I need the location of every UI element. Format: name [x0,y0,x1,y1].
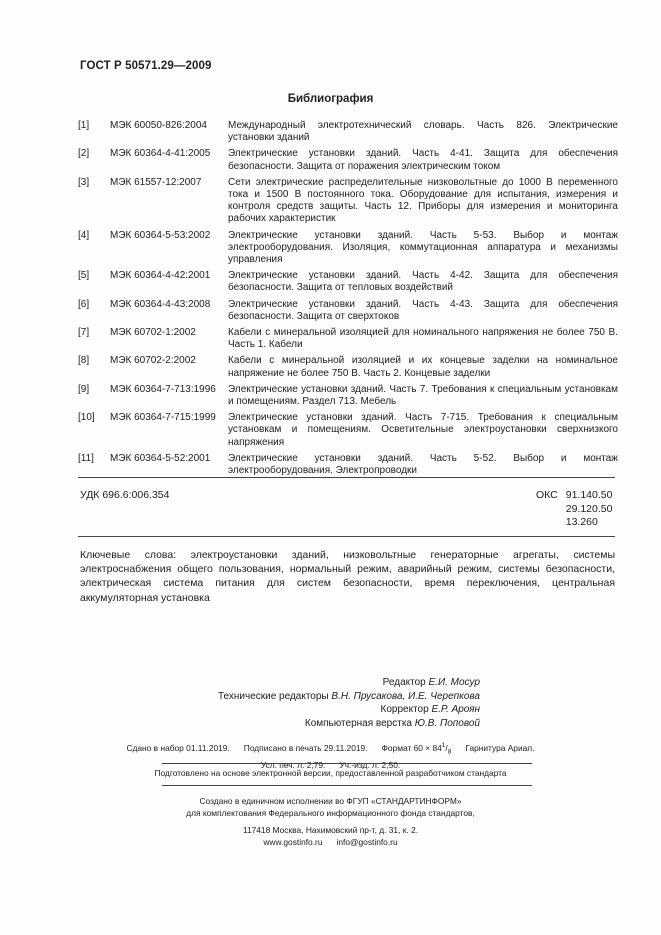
oks-block [536,489,612,530]
layout-line [200,717,480,731]
entry-code: МЭК 60364-5-52:2001 [110,452,211,464]
standard-code: ГОСТ Р 50571.29—2009 [80,60,212,72]
oks-codes [566,489,613,530]
entry-code: МЭК 60702-1:2002 [110,327,196,339]
entry-description: Электрические установки зданий. Часть 4-43. Защита для обеспечения безопасности. Защита от сверхтоков [228,298,618,322]
entry-description: Электрические установки зданий. Часть 5-53. Выбор и монтаж электрооборудования. Изоляция, коммутационная аппаратура и механизмы управления [228,229,618,266]
entry-code: МЭК 60364-5-53:2002 [110,229,211,241]
entry-code: МЭК 60364-4-42:2001 [110,270,211,282]
publisher-line-1: Создано в единичном исполнении во ФГУП «СТАНДАРТИНФОРМ» [199,796,462,806]
entry-code: МЭК 60364-7-715:1999 [110,412,216,424]
tech-editors-line [200,690,480,704]
entry-number: [6] [78,298,90,310]
entry-code: МЭК 61557-12:2007 [110,176,202,188]
print-info-line-1 [0,739,661,759]
bibliography-entry [78,177,618,226]
bibliography-entry [78,355,618,379]
entry-description: Кабели с минеральной изоляцией и их концевые заделки на номинальное напряжение не более 750 В. Часть 2. Концевые заделки [228,355,618,379]
entry-code: МЭК 60702-2:2002 [110,355,196,367]
editor-label: Редактор [382,677,426,688]
entry-code: МЭК 60364-7-713:1996 [110,383,216,395]
entry-number: [5] [78,270,90,282]
bibliography-entry [78,230,618,267]
print-sheets: Усл. печ. л. 2,79. [260,759,326,770]
oks-code: 91.140.50 [565,489,613,501]
publisher-divider [162,785,532,786]
bibliography-entry [78,384,618,408]
tech-editors-label: Технические редакторы [217,690,329,702]
section-divider-bottom [78,536,615,537]
entry-code: МЭК 60050-826:2004 [110,120,207,131]
entry-description: Электрические установки зданий. Часть 4-41. Защита для обеспечения безопасности. Защита от поражения электрическим током [228,148,618,172]
bibliography-entry [78,120,618,144]
set-date: Сдано в набор 01.11.2019. [126,742,230,753]
publisher-sheets: Уч.-изд. л. 2,50. [339,759,401,770]
entry-description: Международный электротехнический словарь. Часть 826. Электрические установки зданий [228,120,618,144]
entry-code: МЭК 60364-4-41:2005 [110,148,211,160]
entry-number: [9] [78,383,90,395]
prepared-divider [162,763,532,764]
entry-number: [3] [78,176,90,188]
udc-code: УДК 696.6:006.354 [80,489,170,501]
publisher-line-2: для комплектования Федерального информационного фонда стандартов, [186,808,475,819]
entry-number: [11] [78,452,94,464]
publisher-contacts [0,836,661,848]
bibliography-entry [78,299,618,323]
layout-name: Ю.В. Поповой [414,717,480,729]
bibliography-entry [78,148,618,172]
entry-description: Кабели с минеральной изоляцией для номинального напряжения не более 750 В. Часть 1. Кабели [228,327,618,351]
entry-number: [4] [78,229,90,241]
entry-description: Электрические установки зданий. Часть 4-42. Защита для обеспечения безопасности. Защита от тепловых воздействий [228,270,618,294]
entry-description: Сети электрические распределительные низковольтные до 1000 В переменного тока и 1500 В постоянного тока. Оборудование для испытания, измерения и контроля средств защиты. Часть 12. Приборы для измерения и мониторинга рабочих характеристик [228,176,618,225]
typeface: Гарнитура Ариал. [465,742,535,753]
entry-description: Электрические установки зданий. Часть 7. Требования к специальным установкам и помещениям. Раздел 713. Мебель [228,383,618,408]
editor-line [200,676,480,690]
entry-code: МЭК 60364-4-43:2008 [110,298,211,310]
staff-credits [200,676,480,730]
entry-number: [8] [78,355,90,367]
publisher-address: 117418 Москва, Нахимовский пр-т, д. 31, к. 2. [242,824,419,835]
bibliography-title: Библиография [287,93,374,105]
keywords-paragraph: Ключевые слова: электроустановки зданий, низковольтные генераторные агрегаты, системы электроснабжения общего пользования, нормальный режим, аварийный режим, системы безопасности, электрическая система питания для систем безопасности, время переключения, центральная аккумуляторная установка [80,549,615,604]
oks-label: ОКС [536,489,558,501]
oks-code: 29.120.50 [565,502,613,515]
entry-number: [1] [78,120,90,131]
bibliography-entry [78,412,618,449]
corrector-line [200,703,480,717]
entry-description: Электрические установки зданий. Часть 7-715. Требования к специальным установкам и помещениям. Осветительные электроустановки сверхнизкого напряжения [228,412,618,448]
corrector-label: Корректор [380,704,429,716]
corrector-name: Е.Р. Ароян [431,704,480,716]
format: Формат $60 \times 84^1/_8$ [381,742,452,756]
bibliography-entry [78,270,618,294]
bibliography-entry [78,453,618,477]
entry-number: [7] [78,327,90,339]
layout-label: Компьютерная верстка [304,717,412,729]
publisher-block [0,795,661,849]
oks-code: 13.260 [565,516,598,528]
email-link[interactable]: info@gostinfo.ru [336,837,398,848]
entry-number: [2] [78,148,90,160]
bibliography-list [78,120,618,481]
entry-description: Электрические установки зданий. Часть 5-52. Выбор и монтаж электрооборудования. Электропроводки [228,452,618,477]
entry-number: [10] [78,412,95,424]
signed-date: Подписано в печать 29.11.2019. [243,742,368,753]
tech-editors-names: В.Н. Прусакова, И.Е. Черепкова [331,690,480,702]
section-divider-top [78,477,615,478]
bibliography-entry [78,327,618,351]
website-link[interactable]: www.gostinfo.ru [263,837,323,848]
prepared-note: Подготовлено на основе электронной версии, предоставленной разработчиком стандарта [154,768,507,778]
editor-name: Е.И. Мосур [428,677,480,688]
